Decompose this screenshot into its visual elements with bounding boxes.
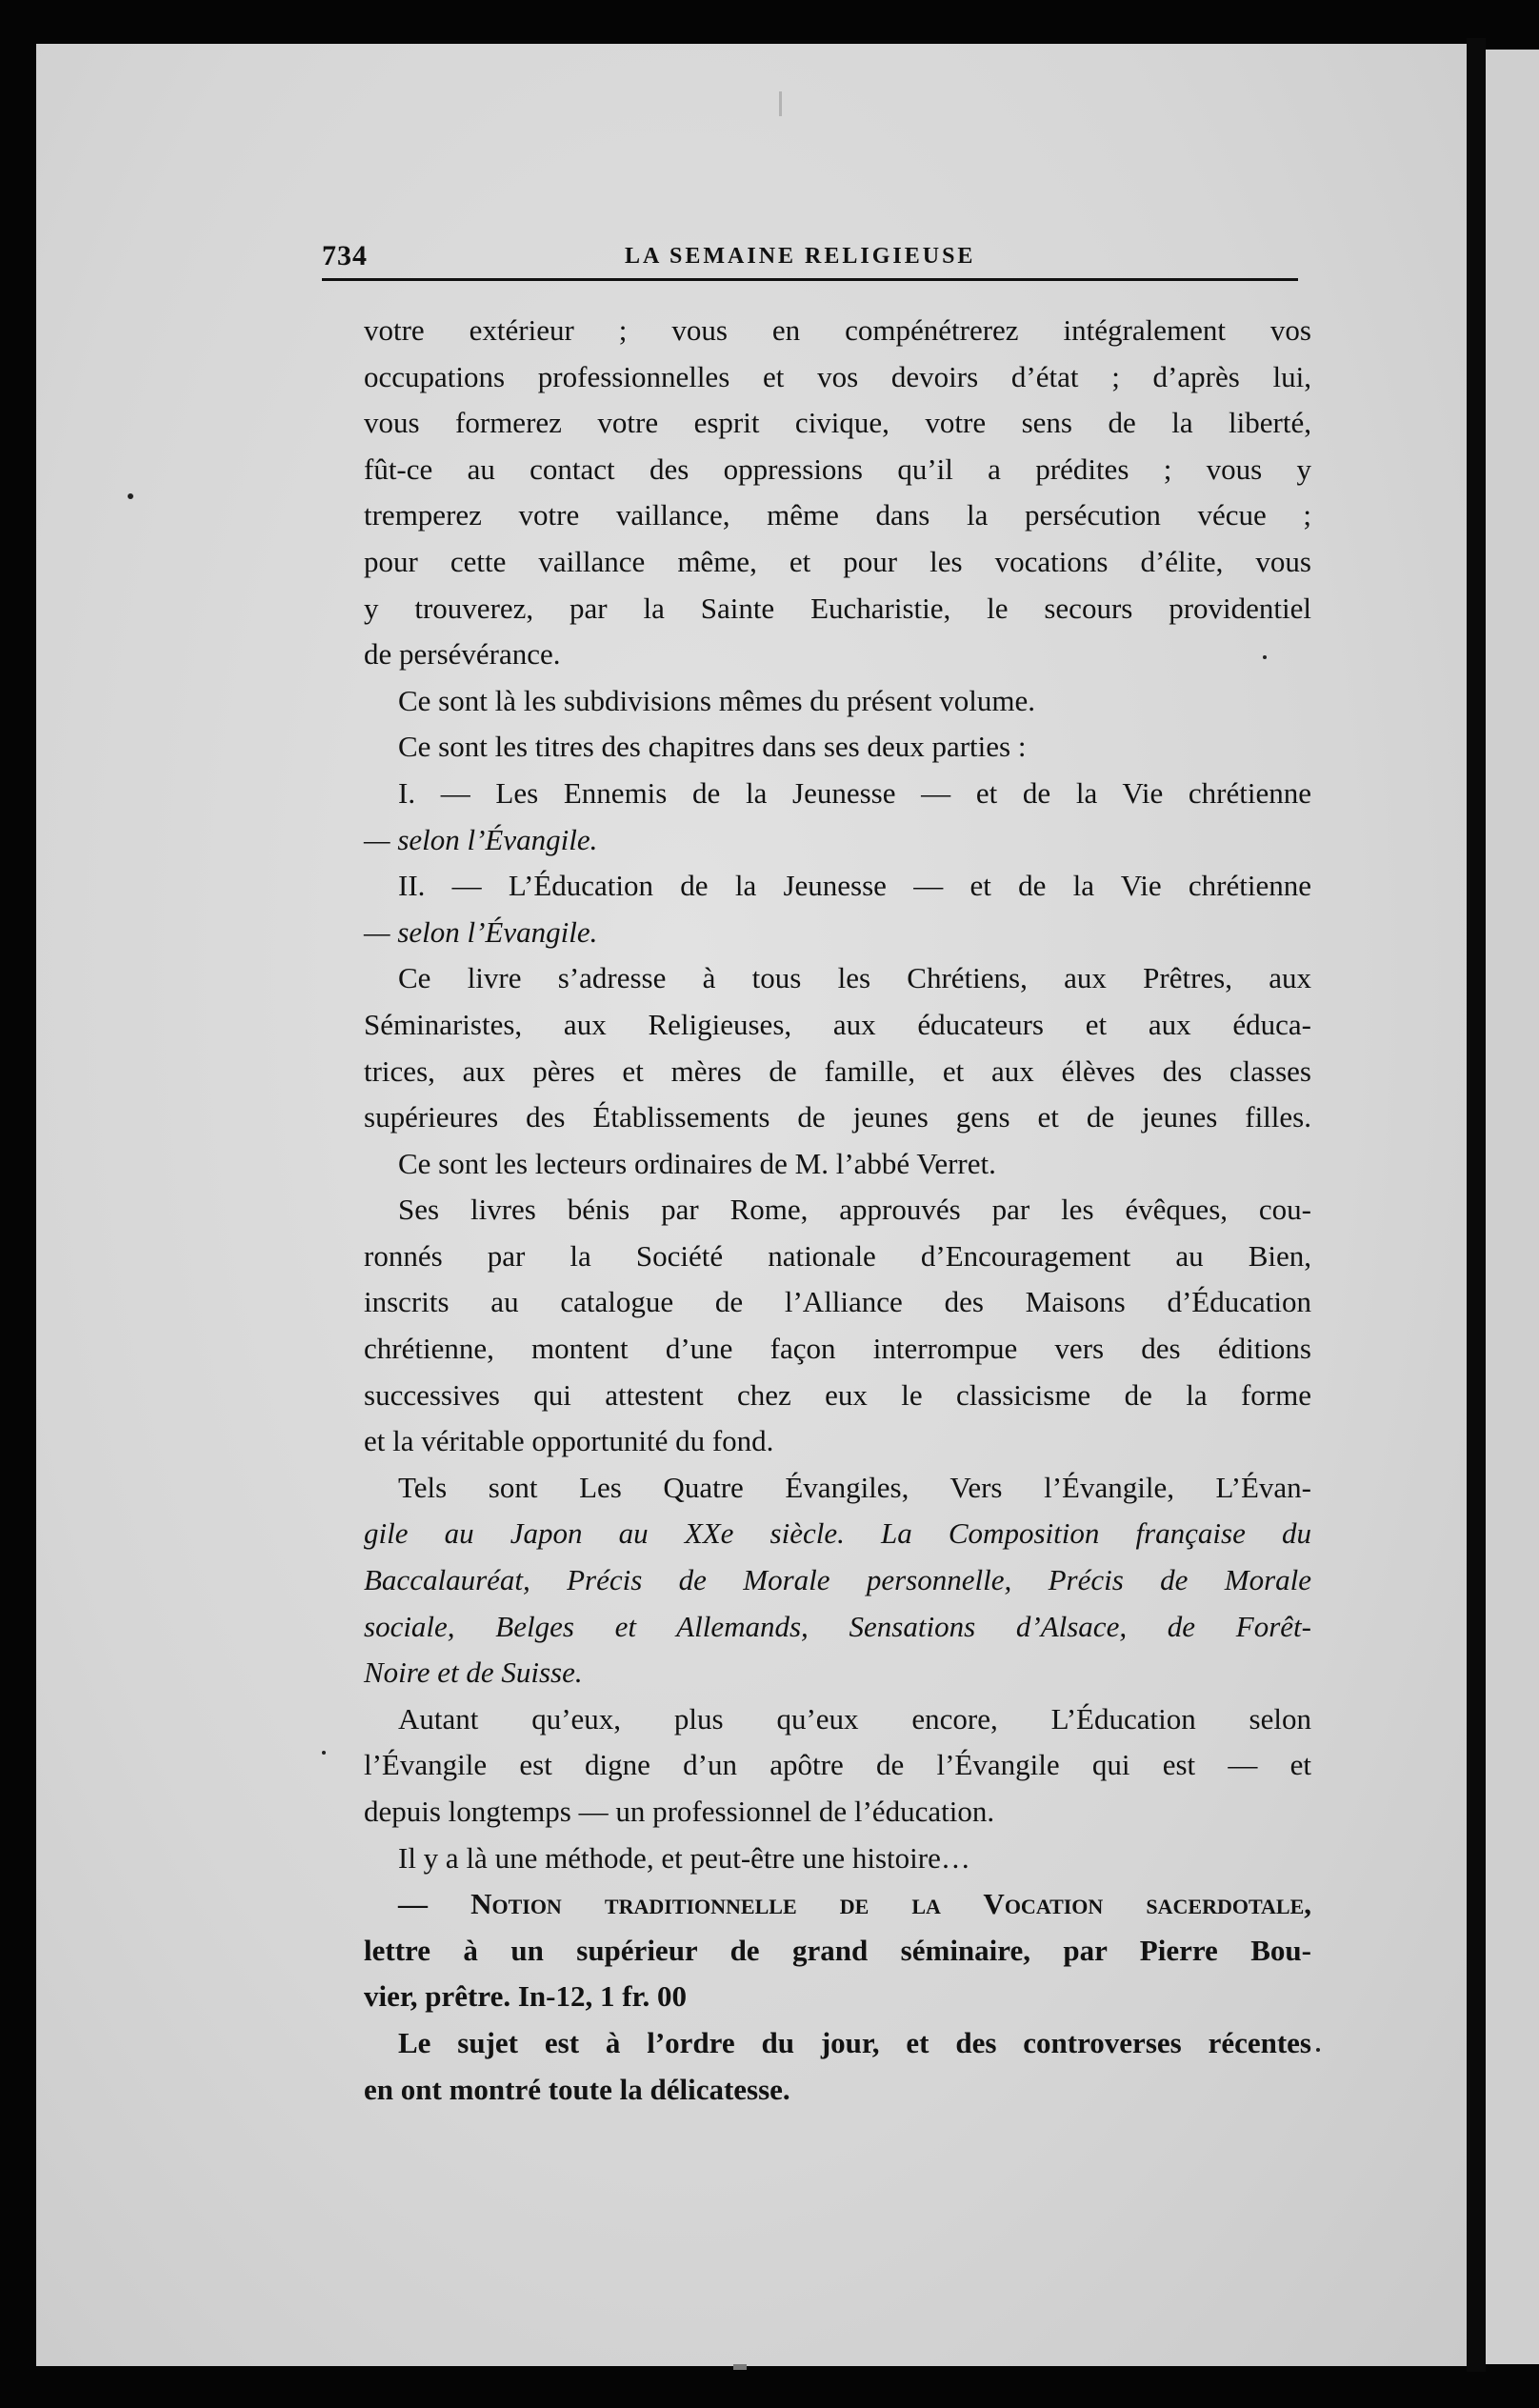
text-line: vous formerez votre esprit civique, votre sens de la liberté, bbox=[364, 406, 1311, 440]
text-line: chrétienne, montent d’une façon interrompue vers des éditions bbox=[364, 1332, 1311, 1366]
running-title: LA SEMAINE RELIGIEUSE bbox=[625, 244, 976, 269]
text-line: supérieures des Établissements de jeunes gens et de jeunes filles. bbox=[364, 1100, 1311, 1134]
text-line: l’Évangile est digne d’un apôtre de l’Évangile qui est — et bbox=[364, 1748, 1311, 1782]
text-line: depuis longtemps — un professionnel de l’éducation. bbox=[364, 1795, 995, 1828]
page-number: 734 bbox=[322, 240, 368, 271]
text-line: Séminaristes, aux Religieuses, aux éducateurs et aux éduca- bbox=[364, 1007, 1311, 1041]
text-line: Ce livre s’adresse à tous les Chrétiens, aux Prêtres, aux bbox=[398, 961, 1311, 995]
text-line: tremperez votre vaillance, même dans la persécution vécue ; bbox=[364, 498, 1311, 532]
speck bbox=[322, 1751, 326, 1755]
text-line: pour cette vaillance même, et pour les vocations d’élite, vous bbox=[364, 544, 1311, 578]
text-line: lettre à un supérieur de grand séminaire, par Pierre Bou- bbox=[364, 1933, 1311, 1967]
text-line: Ce sont les lecteurs ordinaires de M. l’abbé Verret. bbox=[398, 1146, 996, 1180]
scratch-mark bbox=[733, 2364, 747, 2370]
text-line: Ce sont les titres des chapitres dans ses deux parties : bbox=[398, 730, 1027, 764]
text-line: sociale, Belges et Allemands, Sensations d’Alsace, de Forêt- bbox=[364, 1609, 1311, 1643]
text-line: de persévérance. bbox=[364, 637, 561, 672]
scratch-mark bbox=[779, 91, 782, 116]
text-line: Ses livres bénis par Rome, approuvés par les évêques, cou- bbox=[398, 1193, 1311, 1227]
text-line: I. — Les Ennemis de la Jeunesse — et de la Vie chrétienne bbox=[398, 775, 1311, 810]
text-line: et la véritable opportunité du fond. bbox=[364, 1424, 774, 1458]
text-line: II. — L’Éducation de la Jeunesse — et de la Vie chrétienne bbox=[398, 869, 1311, 903]
text-line: vier, prêtre. In-12, 1 fr. 00 bbox=[364, 1979, 687, 2014]
text-line: y trouverez, par la Sainte Eucharistie, le secours providentiel bbox=[364, 591, 1311, 625]
speck bbox=[1316, 2048, 1320, 2052]
text-line: inscrits au catalogue de l’Alliance des Maisons d’Éducation bbox=[364, 1285, 1311, 1319]
text-line: trices, aux pères et mères de famille, et aux élèves des classes bbox=[364, 1054, 1311, 1088]
adjacent-page-edge bbox=[1486, 50, 1539, 2364]
text-line: Noire et de Suisse. bbox=[364, 1656, 583, 1690]
text-line: gile au Japon au XXe siècle. La Composition française du bbox=[364, 1516, 1311, 1551]
text-line: successives qui attestent chez eux le classicisme de la forme bbox=[364, 1377, 1311, 1412]
text-line: fût-ce au contact des oppressions qu’il a prédites ; vous y bbox=[364, 452, 1311, 486]
text-line: — Notion traditionnelle de la Vocation sacerdotale, bbox=[398, 1887, 1311, 1921]
text-line: — selon l’Évangile. bbox=[364, 914, 598, 949]
text-line: Tels sont Les Quatre Évangiles, Vers l’Évangile, L’Évan- bbox=[398, 1470, 1311, 1504]
page-gutter-shadow bbox=[1467, 38, 1486, 2372]
text-line: Il y a là une méthode, et peut-être une histoire… bbox=[398, 1840, 970, 1875]
body-text bbox=[364, 308, 1311, 2113]
running-head bbox=[322, 240, 1298, 281]
text-line: Le sujet est à l’ordre du jour, et des controverses récentes bbox=[398, 2025, 1311, 2059]
text-line: votre extérieur ; vous en compénétrerez intégralement vos bbox=[364, 313, 1311, 347]
text-line: ronnés par la Société nationale d’Encouragement au Bien, bbox=[364, 1238, 1311, 1273]
text-line: — selon l’Évangile. bbox=[364, 822, 598, 856]
text-line: Autant qu’eux, plus qu’eux encore, L’Éducation selon bbox=[398, 1701, 1311, 1736]
text-line: en ont montré toute la délicatesse. bbox=[364, 2072, 790, 2106]
text-line: Ce sont là les subdivisions mêmes du présent volume. bbox=[398, 683, 1036, 717]
speck bbox=[128, 493, 133, 499]
text-line: occupations professionnelles et vos devoirs d’état ; d’après lui, bbox=[364, 359, 1311, 393]
text-line: Baccalauréat, Précis de Morale personnelle, Précis de Morale bbox=[364, 1563, 1311, 1597]
